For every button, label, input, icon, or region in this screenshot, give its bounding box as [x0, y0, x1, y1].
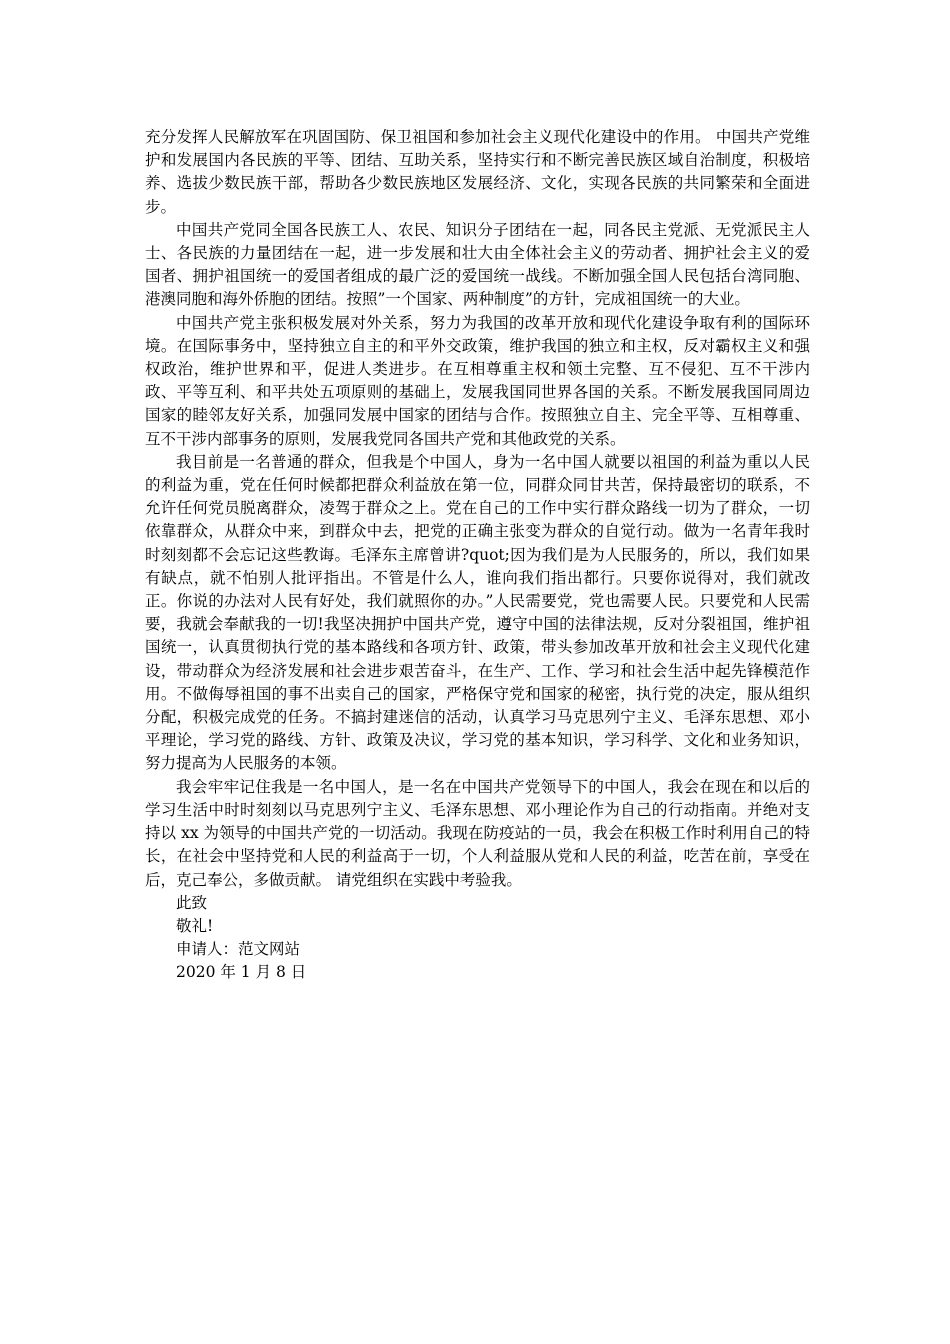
letter-date: 2020 年 1 月 8 日	[176, 963, 307, 982]
paragraph-4: 我目前是一名普通的群众，但我是个中国人，身为一名中国人就要以祖国的利益为重以人民的利益为重，党在任何时候都把群众利益放在第一位，同群众同甘共苦，保持最密切的联系，不允许任何党员脱离群众，凌驾于群众之上。党在自己的工作中实行群众路线一切为了群众，一切依靠群众，从群众中来，到群众中去，把党的正确主张变为群众的自觉行动。做为一名青年我时时刻刻都不会忘记这些教诲。毛泽东主席曾讲?quot;因为我们是为人民服务的，所以，我们如果有缺点，就不怕别人批评指出。不管是什么人，谁向我们指出都行。只要你说得对，我们就改正。你说的办法对人民有好处，我们就照你的办。”人民需要党，党也需要人民。只要党和人民需要，我就会奉献我的一切!我坚决拥护中国共产党，遵守中国的法律法规，反对分裂祖国，维护祖国统一，认真贯彻执行党的基本路线和各项方针、政策，带头参加改革开放和社会主义现代化建设，带动群众为经济发展和社会进步艰苦奋斗，在生产、工作、学习和社会生活中起先锋模范作用。不做侮辱祖国的事不出卖自己的国家，严格保守党和国家的秘密，执行党的决定，服从组织分配，积极完成党的任务。不搞封建迷信的活动，认真学习马克思列宁主义、毛泽东思想、邓小平理论，学习党的路线、方针、政策及决议，学习党的基本知识，学习科学、文化和业务知识，努力提高为人民服务的本领。	[145, 452, 810, 773]
closing-respect: 敬礼!	[176, 916, 214, 935]
document-page	[145, 126, 810, 985]
paragraph-1: 充分发挥人民解放军在巩固国防、保卫祖国和参加社会主义现代化建设中的作用。 中国共产党维护和发展国内各民族的平等、团结、互助关系，坚持实行和不断完善民族区域自治制度，积极培养、选拔少数民族干部，帮助各少数民族地区发展经济、文化，实现各民族的共同繁荣和全面进步。	[145, 128, 810, 216]
paragraph-3: 中国共产党主张积极发展对外关系，努力为我国的改革开放和现代化建设争取有利的国际环境。在国际事务中，坚持独立自主的和平外交政策，维护我国的独立和主权，反对霸权主义和强权政治，维护世界和平，促进人类进步。在互相尊重主权和领土完整、互不侵犯、互不干涉内政、平等互利、和平共处五项原则的基础上，发展我国同世界各国的关系。不断发展我国同周边国家的睦邻友好关系，加强同发展中国家的团结与合作。按照独立自主、完全平等、互相尊重、互不干涉内部事务的原则，发展我党同各国共产党和其他政党的关系。	[145, 313, 810, 448]
paragraph-2: 中国共产党同全国各民族工人、农民、知识分子团结在一起，同各民主党派、无党派民主人士、各民族的力量团结在一起，进一步发展和壮大由全体社会主义的劳动者、拥护社会主义的爱国者、拥护祖国统一的爱国者组成的最广泛的爱国统一战线。不断加强全国人民包括台湾同胞、港澳同胞和海外侨胞的团结。按照”一个国家、两种制度”的方针，完成祖国统一的大业。	[145, 220, 810, 309]
closing-salutation: 此致	[176, 893, 208, 912]
paragraph-5: 我会牢牢记住我是一名中国人，是一名在中国共产党领导下的中国人，我会在现在和以后的学习生活中时时刻刻以马克思列宁主义、毛泽东思想、邓小理论作为自己的行动指南。并绝对支持以 xx 为领导的中国共产党的一切活动。我现在防疫站的一员，我会在积极工作时利用自己的特长，在社会中坚持党和人民的利益高于一切，个人利益服从党和人民的利益，吃苦在前，享受在后，克己奉公，多做贡献。 请党组织在实践中考验我。	[145, 777, 810, 889]
applicant-signature: 申请人：范文网站	[176, 940, 301, 959]
